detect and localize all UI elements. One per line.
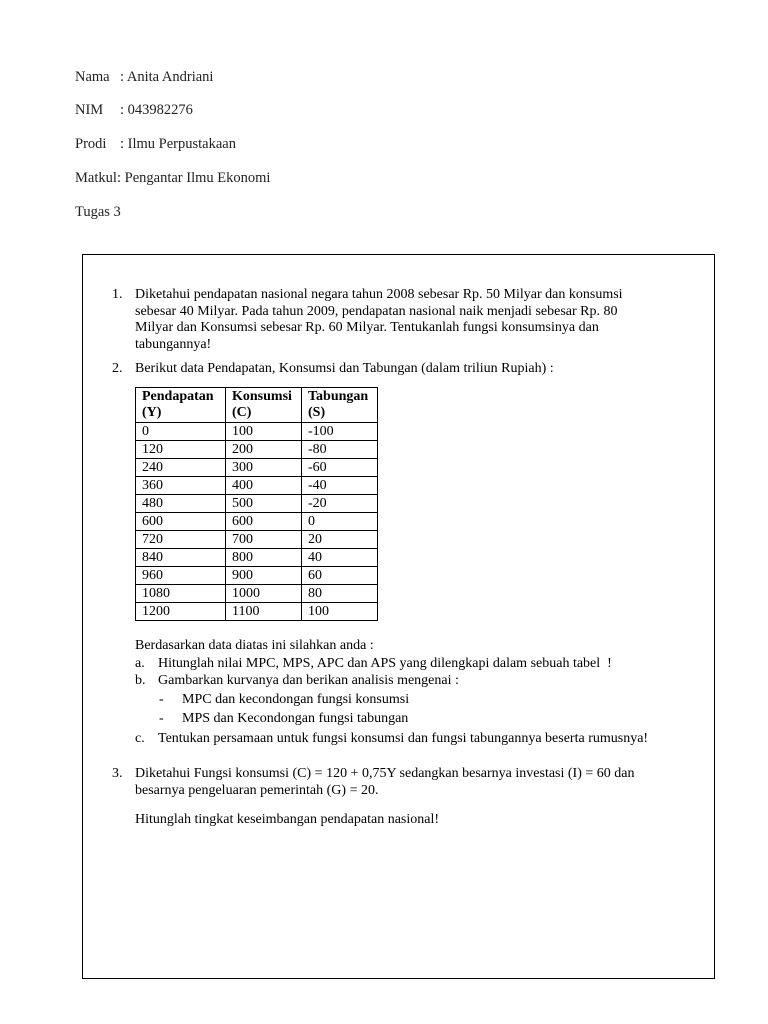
cell-pendapatan: 1080 xyxy=(136,585,226,603)
table-row xyxy=(136,603,378,621)
cell-tabungan: -40 xyxy=(302,477,378,495)
question-3-text xyxy=(135,766,634,799)
field-value: Ilmu Perpustakaan xyxy=(127,136,236,152)
header-tabungan xyxy=(302,388,378,423)
header-pendapatan xyxy=(136,388,226,423)
field-label: Nama xyxy=(75,69,110,85)
field-separator: : xyxy=(120,136,125,152)
header-symbol: (S) xyxy=(308,405,326,420)
question-2-intro: Berikut data Pendapatan, Konsumsi dan Tabungan (dalam triliun Rupiah) : xyxy=(135,361,554,376)
question-1-line: sebesar 40 Milyar. Pada tahun 2009, pendapatan nasional naik menjadi sebesar Rp. 80 xyxy=(135,303,618,319)
cell-tabungan: 80 xyxy=(302,585,378,603)
cell-pendapatan: 120 xyxy=(136,441,226,459)
field-value: Anita Andriani xyxy=(126,69,214,85)
question-1-number: 1. xyxy=(112,287,123,302)
field-label: Matkul xyxy=(75,170,117,186)
field-value: Pengantar Ilmu Ekonomi xyxy=(124,170,271,186)
question-3-number: 3. xyxy=(112,766,123,781)
task-b-text: Gambarkan kurvanya dan berikan analisis mengenai : xyxy=(158,673,459,688)
cell-tabungan: 0 xyxy=(302,513,378,531)
cell-tabungan: -20 xyxy=(302,495,378,513)
table-row xyxy=(136,423,378,441)
field-label: Prodi xyxy=(75,136,107,152)
field-matkul xyxy=(75,170,270,187)
question-1-line: Milyar dan Konsumsi sebesar Rp. 60 Milyar. Tentukanlah fungsi konsumsinya dan xyxy=(135,320,599,336)
header-label: Konsumsi xyxy=(232,389,292,404)
question-2-instruction: Berdasarkan data diatas ini silahkan anda : xyxy=(135,638,374,653)
table-row xyxy=(136,477,378,495)
cell-tabungan: -100 xyxy=(302,423,378,441)
cell-konsumsi: 100 xyxy=(226,423,302,441)
header-symbol: (Y) xyxy=(142,405,162,420)
cell-pendapatan: 360 xyxy=(136,477,226,495)
cell-tabungan: 60 xyxy=(302,567,378,585)
task-a-text: Hitunglah nilai MPC, MPS, APC dan APS yang dilengkapi dalam sebuah tabel ! xyxy=(158,656,612,671)
cell-pendapatan: 240 xyxy=(136,459,226,477)
field-label: NIM xyxy=(75,102,104,118)
cell-pendapatan: 480 xyxy=(136,495,226,513)
table-row xyxy=(136,549,378,567)
question-2-number: 2. xyxy=(112,361,123,376)
table-row xyxy=(136,531,378,549)
question-3-followup: Hitunglah tingkat keseimbangan pendapatan nasional! xyxy=(135,812,440,827)
header-label: Tabungan xyxy=(308,389,369,404)
cell-tabungan: -80 xyxy=(302,441,378,459)
task-a-marker: a. xyxy=(135,656,145,671)
table-row xyxy=(136,585,378,603)
cell-konsumsi: 1000 xyxy=(226,585,302,603)
cell-pendapatan: 0 xyxy=(136,423,226,441)
cell-konsumsi: 700 xyxy=(226,531,302,549)
cell-pendapatan: 1200 xyxy=(136,603,226,621)
task-c-text: Tentukan persamaan untuk fungsi konsumsi dan fungsi tabungannya beserta rumusnya! xyxy=(158,731,649,746)
cell-pendapatan: 600 xyxy=(136,513,226,531)
cell-pendapatan: 840 xyxy=(136,549,226,567)
income-consumption-savings-table xyxy=(135,387,378,621)
cell-konsumsi: 400 xyxy=(226,477,302,495)
question-3-line: Diketahui Fungsi konsumsi (C) = 120 + 0,75Y sedangkan besarnya investasi (I) = 60 dan xyxy=(135,766,635,781)
question-1-text xyxy=(135,287,623,354)
cell-pendapatan: 960 xyxy=(136,567,226,585)
field-nim xyxy=(75,102,193,119)
subitem-bullet: - xyxy=(159,692,164,707)
cell-pendapatan: 720 xyxy=(136,531,226,549)
cell-konsumsi: 600 xyxy=(226,513,302,531)
task-c-marker: c. xyxy=(135,731,145,746)
cell-konsumsi: 200 xyxy=(226,441,302,459)
question-3-line: besarnya pengeluaran pemerintah (G) = 20. xyxy=(135,782,379,798)
cell-konsumsi: 900 xyxy=(226,567,302,585)
cell-konsumsi: 800 xyxy=(226,549,302,567)
subitem-mps-text: MPS dan Kecondongan fungsi tabungan xyxy=(182,711,409,726)
table-row xyxy=(136,513,378,531)
assignment-title: Tugas 3 xyxy=(75,204,121,220)
header-konsumsi xyxy=(226,388,302,423)
cell-tabungan: 100 xyxy=(302,603,378,621)
table-row xyxy=(136,567,378,585)
field-nama xyxy=(75,69,213,86)
question-1-line: tabungannya! xyxy=(135,337,212,353)
table-row xyxy=(136,441,378,459)
field-separator: : xyxy=(120,102,125,118)
task-b-marker: b. xyxy=(135,673,146,688)
table-row xyxy=(136,495,378,513)
field-value: 043982276 xyxy=(127,102,193,118)
subitem-bullet: - xyxy=(159,711,164,726)
cell-tabungan: 40 xyxy=(302,549,378,567)
field-separator: : xyxy=(117,170,122,186)
field-separator: : xyxy=(120,69,125,85)
header-symbol: (C) xyxy=(232,405,252,420)
cell-konsumsi: 1100 xyxy=(226,603,302,621)
table-header-row xyxy=(136,388,378,423)
field-prodi xyxy=(75,136,236,153)
cell-konsumsi: 500 xyxy=(226,495,302,513)
table-row xyxy=(136,459,378,477)
cell-tabungan: 20 xyxy=(302,531,378,549)
subitem-mpc-text: MPC dan kecondongan fungsi konsumsi xyxy=(182,692,410,707)
cell-tabungan: -60 xyxy=(302,459,378,477)
cell-konsumsi: 300 xyxy=(226,459,302,477)
header-label: Pendapatan xyxy=(142,389,214,404)
question-1-line: Diketahui pendapatan nasional negara tahun 2008 sebesar Rp. 50 Milyar dan konsumsi xyxy=(135,287,623,302)
